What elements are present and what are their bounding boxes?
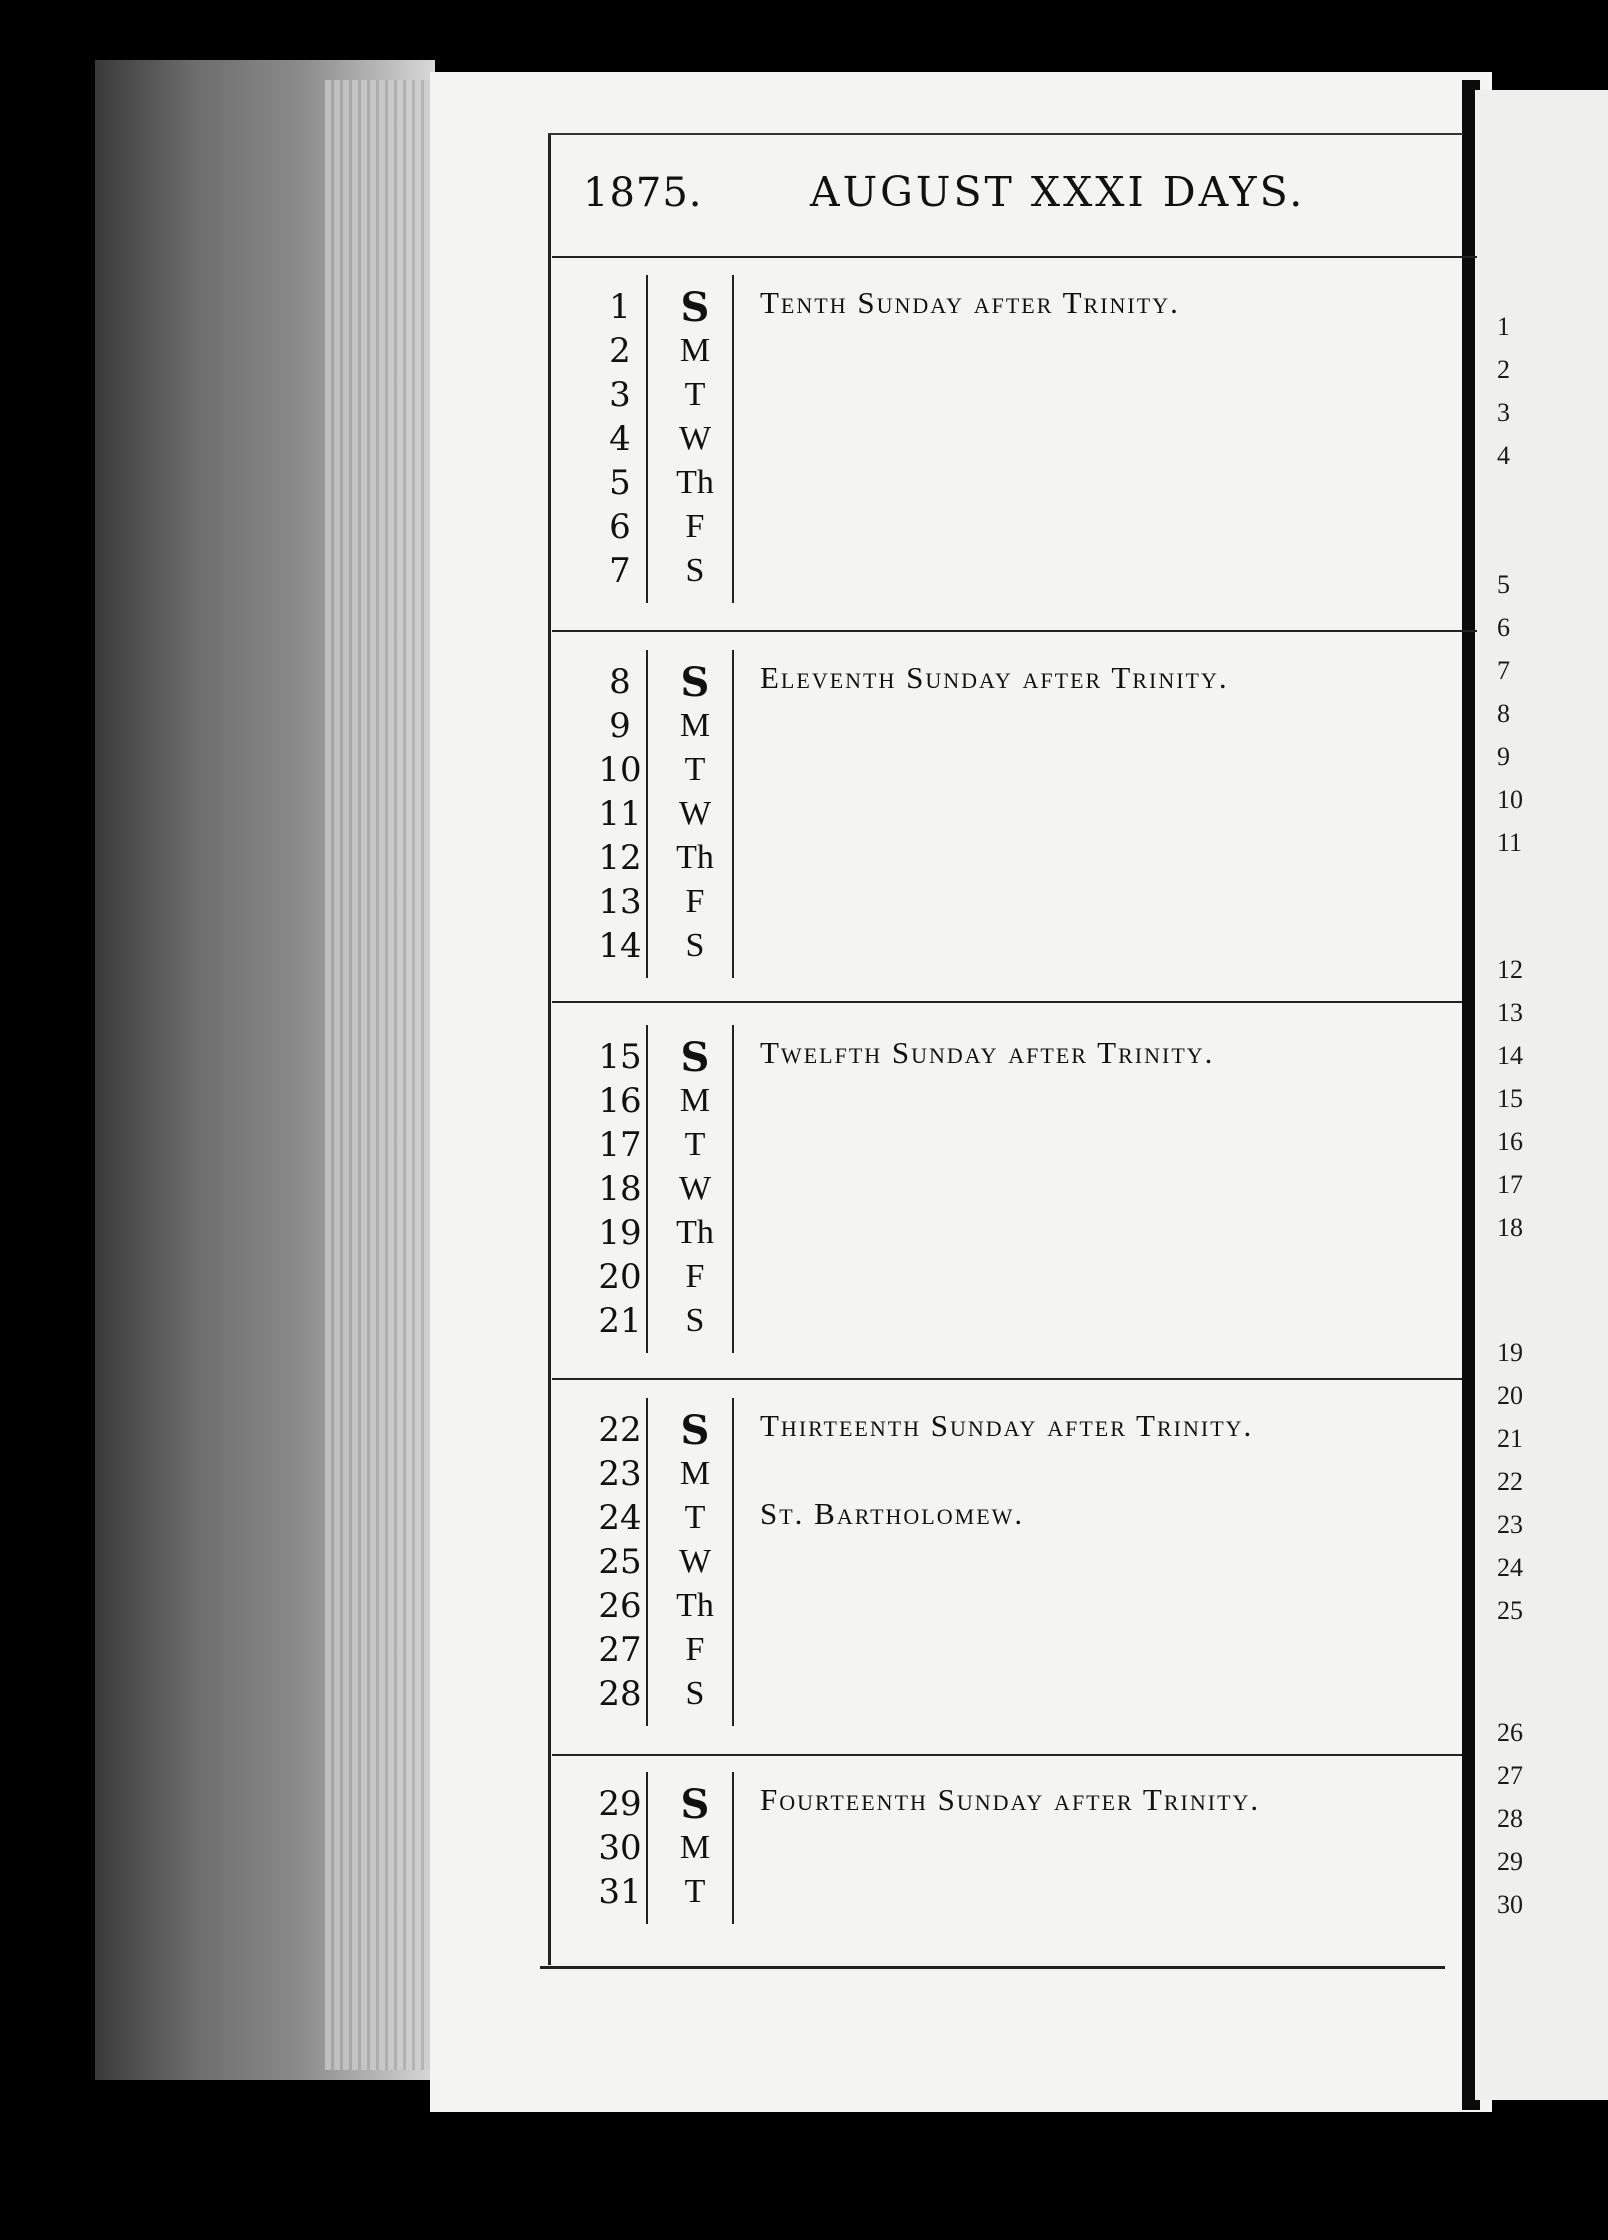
weekday-letter: Th — [676, 1587, 714, 1624]
day-row — [580, 1167, 1460, 1211]
weekday-letter: W — [678, 1543, 712, 1580]
weekday-letter: S — [680, 1780, 710, 1828]
day-row — [580, 329, 1460, 373]
weekday-letter: F — [685, 883, 705, 920]
next-page-day-number: 7 — [1497, 656, 1510, 685]
weekday-letter: S — [685, 552, 705, 589]
next-page-day-number: 30 — [1497, 1890, 1523, 1919]
weekday-letter: T — [684, 1126, 706, 1163]
weekday-letter: T — [684, 1873, 706, 1910]
next-page-day-number: 2 — [1497, 355, 1510, 384]
next-page-day-number: 16 — [1497, 1127, 1523, 1156]
book-page-edges — [95, 60, 435, 2080]
next-page-day-number: 18 — [1497, 1213, 1523, 1242]
week-block — [580, 1782, 1460, 1914]
week-divider — [552, 1378, 1462, 1380]
sunday-observance: Twelfth Sunday after Trinity. — [760, 1035, 1215, 1070]
weekday-letter: M — [679, 707, 711, 744]
next-page-day-number: 24 — [1497, 1553, 1523, 1582]
sunday-observance: Eleventh Sunday after Trinity. — [760, 660, 1229, 695]
weekday-letter: W — [678, 1170, 712, 1207]
header-rule — [552, 256, 1477, 258]
day-row — [580, 1299, 1460, 1343]
next-page-day-number: 27 — [1497, 1761, 1523, 1790]
day-row — [580, 1628, 1460, 1672]
weekday-letter: S — [680, 1033, 710, 1081]
next-page-day-number: 4 — [1497, 441, 1510, 470]
day-number: 19 — [598, 1213, 642, 1253]
day-number: 3 — [609, 375, 631, 415]
next-page-fragment — [1475, 90, 1608, 2100]
day-number: 21 — [598, 1301, 642, 1341]
next-page-day-number: 8 — [1497, 699, 1510, 728]
day-number: 16 — [598, 1081, 642, 1121]
day-number: 23 — [598, 1454, 642, 1494]
next-page-day-number: 6 — [1497, 613, 1510, 642]
day-row — [580, 1826, 1460, 1870]
day-row — [580, 1870, 1460, 1914]
weekday-letter: S — [685, 1302, 705, 1339]
column-rule — [646, 1398, 648, 1726]
day-number: 29 — [598, 1784, 642, 1824]
column-rule — [732, 1025, 734, 1353]
next-page-day-number: 9 — [1497, 742, 1510, 771]
page-year: 1875. — [583, 170, 703, 216]
weekday-letter: M — [679, 1455, 711, 1492]
day-row — [580, 880, 1460, 924]
day-number: 12 — [598, 838, 642, 878]
weekday-letter: M — [679, 332, 711, 369]
weekday-letter: S — [680, 283, 710, 331]
day-number: 14 — [598, 926, 642, 966]
day-row — [580, 792, 1460, 836]
next-page-day-number: 5 — [1497, 570, 1510, 599]
day-number: 1 — [609, 287, 631, 327]
day-number: 25 — [598, 1542, 642, 1582]
day-number: 26 — [598, 1586, 642, 1626]
next-page-day-number: 1 — [1497, 312, 1510, 341]
sunday-observance: Thirteenth Sunday after Trinity. — [760, 1408, 1254, 1443]
day-row — [580, 748, 1460, 792]
week-block — [580, 1035, 1460, 1343]
sunday-observance: Tenth Sunday after Trinity. — [760, 285, 1180, 320]
week-block — [580, 660, 1460, 968]
day-number: 24 — [598, 1498, 642, 1538]
day-number: 9 — [609, 706, 631, 746]
next-page-day-number: 12 — [1497, 955, 1523, 984]
next-page-day-number: 14 — [1497, 1041, 1523, 1070]
day-number: 13 — [598, 882, 642, 922]
column-rule — [732, 650, 734, 978]
next-page-day-number: 29 — [1497, 1847, 1523, 1876]
weekday-letter: Th — [676, 464, 714, 501]
day-number: 31 — [598, 1872, 642, 1912]
weekday-letter: S — [685, 1675, 705, 1712]
day-number: 4 — [609, 419, 631, 459]
day-number: 27 — [598, 1630, 642, 1670]
column-rule — [732, 1398, 734, 1726]
next-page-day-number: 13 — [1497, 998, 1523, 1027]
day-row — [580, 704, 1460, 748]
next-page-day-number: 19 — [1497, 1338, 1523, 1367]
next-page-day-number: 22 — [1497, 1467, 1523, 1496]
weekday-letter: F — [685, 1631, 705, 1668]
week-divider — [552, 1001, 1462, 1003]
day-row — [580, 1123, 1460, 1167]
feast-day-note: St. Bartholomew. — [760, 1496, 1025, 1531]
day-row — [580, 549, 1460, 593]
weekday-letter: Th — [676, 1214, 714, 1251]
weekday-letter: T — [684, 1499, 706, 1536]
day-number: 8 — [609, 662, 631, 702]
page-title: AUGUST XXXI DAYS. — [810, 168, 1306, 216]
day-number: 5 — [609, 463, 631, 503]
day-row — [580, 1672, 1460, 1716]
weekday-letter: F — [685, 508, 705, 545]
weekday-letter: T — [684, 751, 706, 788]
weekday-letter: F — [685, 1258, 705, 1295]
day-row — [580, 373, 1460, 417]
day-row — [580, 1211, 1460, 1255]
next-page-day-number: 20 — [1497, 1381, 1523, 1410]
day-number: 6 — [609, 507, 631, 547]
weekday-letter: W — [678, 795, 712, 832]
day-number: 15 — [598, 1037, 642, 1077]
day-number: 10 — [598, 750, 642, 790]
day-row — [580, 417, 1460, 461]
next-page-day-number: 15 — [1497, 1084, 1523, 1113]
day-number: 17 — [598, 1125, 642, 1165]
column-rule — [646, 275, 648, 603]
day-row — [580, 1540, 1460, 1584]
day-number: 11 — [598, 794, 642, 834]
day-number: 18 — [598, 1169, 642, 1209]
week-block — [580, 1408, 1460, 1716]
day-number: 30 — [598, 1828, 642, 1868]
next-page-day-number: 21 — [1497, 1424, 1523, 1453]
day-row — [580, 461, 1460, 505]
column-rule — [732, 275, 734, 603]
column-rule — [732, 1772, 734, 1924]
day-number: 2 — [609, 331, 631, 371]
page-left-rule — [548, 135, 551, 1965]
week-divider — [552, 630, 1477, 632]
weekday-letter: M — [679, 1082, 711, 1119]
next-page-day-number: 17 — [1497, 1170, 1523, 1199]
next-page-day-number: 10 — [1497, 785, 1523, 814]
next-page-day-number: 28 — [1497, 1804, 1523, 1833]
column-rule — [646, 1025, 648, 1353]
day-row — [580, 1079, 1460, 1123]
weekday-letter: T — [684, 376, 706, 413]
day-number: 22 — [598, 1410, 642, 1450]
day-row — [580, 505, 1460, 549]
next-page-day-number: 23 — [1497, 1510, 1523, 1539]
weekday-letter: S — [680, 658, 710, 706]
next-page-day-number: 3 — [1497, 398, 1510, 427]
day-row — [580, 1255, 1460, 1299]
next-page-day-number: 25 — [1497, 1596, 1523, 1625]
day-row — [580, 1584, 1460, 1628]
day-row — [580, 836, 1460, 880]
week-block — [580, 285, 1460, 593]
weekday-letter: W — [678, 420, 712, 457]
week-divider — [552, 1754, 1462, 1756]
day-number: 28 — [598, 1674, 642, 1714]
next-page-day-number: 11 — [1497, 828, 1523, 857]
sunday-observance: Fourteenth Sunday after Trinity. — [760, 1782, 1261, 1817]
day-number: 7 — [609, 551, 631, 591]
page-bottom-rule — [540, 1966, 1445, 1969]
day-number: 20 — [598, 1257, 642, 1297]
page-top-rule — [548, 133, 1463, 135]
column-rule — [646, 650, 648, 978]
weekday-letter: M — [679, 1829, 711, 1866]
column-rule — [646, 1772, 648, 1924]
weekday-letter: S — [685, 927, 705, 964]
weekday-letter: S — [680, 1406, 710, 1454]
day-row — [580, 1452, 1460, 1496]
next-page-day-number: 26 — [1497, 1718, 1523, 1747]
day-row — [580, 924, 1460, 968]
weekday-letter: Th — [676, 839, 714, 876]
